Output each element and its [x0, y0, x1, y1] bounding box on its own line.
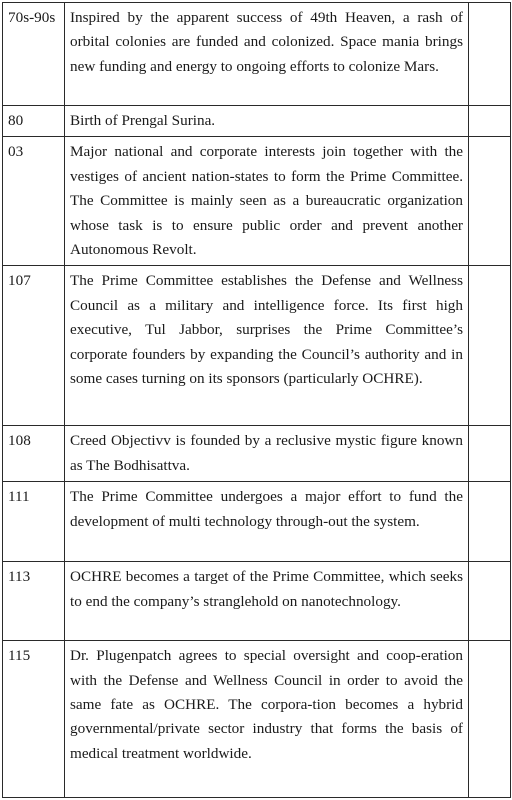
table-row [3, 3, 511, 106]
empty-cell [469, 426, 511, 482]
empty-cell [469, 137, 511, 266]
year-cell: 113 [3, 562, 65, 641]
table-row [3, 562, 511, 641]
table-row [3, 641, 511, 798]
empty-cell [469, 641, 511, 798]
timeline-document [2, 2, 510, 798]
event-cell: The Prime Committee establishes the Defense and Wellness Council as a military and intelligence force. Its first high executive, Tul Jabbor, surprises the Prime Committee’s corporate founders by expanding the Council’s authority and in some cases turning on its sponsors (particularly OCHRE). [65, 266, 469, 426]
year-cell: 108 [3, 426, 65, 482]
empty-cell [469, 3, 511, 106]
empty-cell [469, 562, 511, 641]
year-cell: 111 [3, 482, 65, 562]
year-cell: 115 [3, 641, 65, 798]
event-cell: OCHRE becomes a target of the Prime Committee, which seeks to end the company’s stranglehold on nanotechnology. [65, 562, 469, 641]
timeline-table [2, 2, 511, 798]
table-row [3, 426, 511, 482]
empty-cell [469, 266, 511, 426]
event-cell: Dr. Plugenpatch agrees to special oversight and coop-eration with the Defense and Wellness Council in order to avoid the same fate as OCHRE. The corpora-tion becomes a hybrid governmental/private sector industry that forms the basis of medical treatment worldwide. [65, 641, 469, 798]
event-cell: Birth of Prengal Surina. [65, 106, 469, 137]
table-row [3, 137, 511, 266]
empty-cell [469, 482, 511, 562]
year-cell: 107 [3, 266, 65, 426]
year-cell: 80 [3, 106, 65, 137]
year-cell: 03 [3, 137, 65, 266]
event-cell: Creed Objectivv is founded by a reclusive mystic figure known as The Bodhisattva. [65, 426, 469, 482]
event-cell: Inspired by the apparent success of 49th Heaven, a rash of orbital colonies are funded and colonized. Space mania brings new funding and energy to ongoing efforts to colonize Mars. [65, 3, 469, 106]
year-cell: 70s-90s [3, 3, 65, 106]
event-cell: The Prime Committee undergoes a major effort to fund the development of multi technology through-out the system. [65, 482, 469, 562]
table-row [3, 106, 511, 137]
event-cell: Major national and corporate interests join together with the vestiges of ancient nation-states to form the Prime Committee. The Committee is mainly seen as a bureaucratic organization whose task is to ensure public order and prevent another Autonomous Revolt. [65, 137, 469, 266]
table-row [3, 482, 511, 562]
empty-cell [469, 106, 511, 137]
table-row [3, 266, 511, 426]
